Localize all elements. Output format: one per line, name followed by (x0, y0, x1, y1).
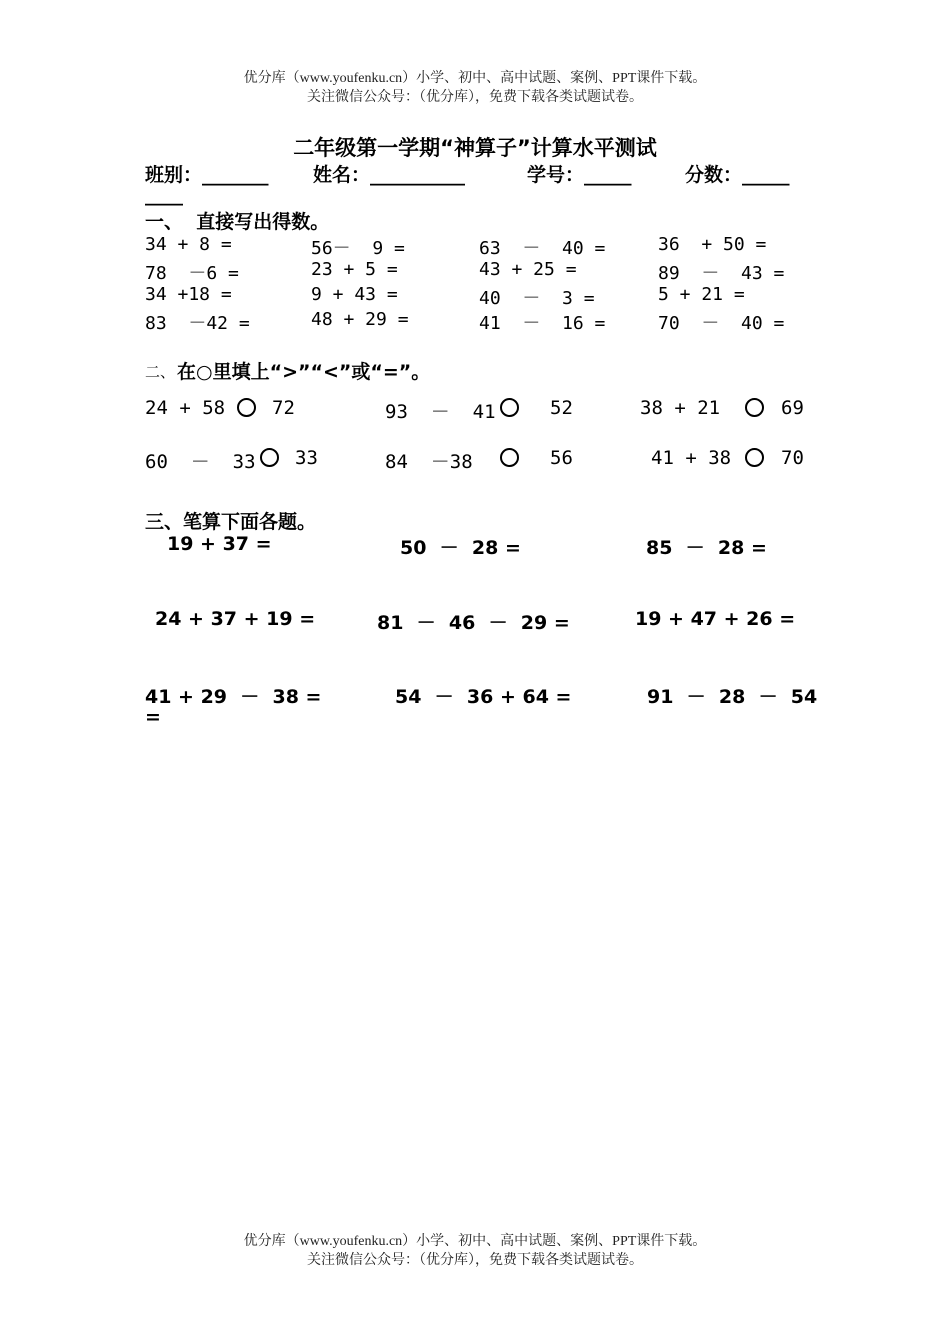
s1-problem: 34 +18 = (145, 284, 232, 305)
s3-problem: 91 － 28 － 54 (647, 686, 818, 708)
section-2-number: 二、 (145, 363, 176, 381)
s2-left-expression: 84 －38 (385, 451, 473, 473)
s3-problem: 81 － 46 － 29 = (377, 612, 570, 634)
s1-problem: 70 － 40 = (658, 313, 785, 334)
score-field[interactable]: 分数：_____ (685, 164, 790, 186)
s1-problem: 36 + 50 = (658, 234, 767, 255)
s2-right-value: 72 (272, 397, 295, 419)
page-title: 二年级第一学期“神算子”计算水平测试 (293, 136, 657, 160)
s1-problem: 41 － 16 = (479, 313, 606, 334)
s2-right-value: 70 (781, 447, 804, 469)
footer-line-1: 优分库（www.youfenku.cn）小学、初中、高中试题、案例、PPT课件下载。 (243, 1234, 707, 1249)
compare-circle[interactable] (500, 398, 519, 417)
section-2-heading: 在○里填上“>”“<”或“=”。 (177, 361, 431, 383)
header-line-1: 优分库（www.youfenku.cn）小学、初中、高中试题、案例、PPT课件下载。 (243, 71, 707, 86)
s2-left-expression: 60 － 33 (145, 451, 256, 473)
s1-problem: 9 + 43 = (311, 284, 398, 305)
s1-problem: 56－ 9 = (311, 238, 405, 259)
s1-problem: 43 + 25 = (479, 259, 577, 280)
s1-problem: 5 + 21 = (658, 284, 745, 305)
compare-circle[interactable] (500, 448, 519, 467)
s3-problem: 24 + 37 + 19 = (155, 608, 316, 630)
compare-circle[interactable] (260, 448, 279, 467)
section-1-heading: 一、 直接写出得数。 (145, 211, 330, 233)
s3-problem: 19 + 47 + 26 = (635, 608, 796, 630)
s2-right-value: 69 (781, 397, 804, 419)
compare-circle[interactable] (745, 398, 764, 417)
student-number-field[interactable]: 学号：_____ (527, 164, 632, 186)
s2-left-expression: 41 + 38 (651, 447, 732, 469)
s3-problem: 19 + 37 = (167, 533, 272, 555)
s2-left-expression: 93 － 41 (385, 401, 496, 423)
s1-problem: 48 + 29 = (311, 309, 409, 330)
s3-problem: 54 － 36 + 64 = (395, 686, 572, 708)
section-3-heading: 三、笔算下面各题。 (145, 511, 317, 533)
s2-left-expression: 38 + 21 (640, 397, 721, 419)
s2-right-value: 33 (295, 447, 318, 469)
class-field[interactable]: 班别：_______ (145, 164, 269, 186)
header-line-2: 关注微信公众号：（优分库），免费下载各类试题试卷。 (307, 90, 643, 105)
compare-circle[interactable] (237, 398, 256, 417)
s1-problem: 63 － 40 = (479, 238, 606, 259)
s1-problem: 23 + 5 = (311, 259, 398, 280)
s1-problem: 40 － 3 = (479, 288, 595, 309)
compare-circle[interactable] (745, 448, 764, 467)
s3-problem: 41 + 29 － 38 = (145, 686, 322, 708)
name-field[interactable]: 姓名：__________ (313, 164, 466, 186)
s1-problem: 83 －42 = (145, 313, 250, 334)
score-field-wrap: ____ (145, 184, 183, 206)
s1-problem: 78 －6 = (145, 263, 239, 284)
s2-right-value: 56 (550, 447, 573, 469)
s1-problem: 34 + 8 = (145, 234, 232, 255)
s3-problem: 85 － 28 = (646, 537, 767, 559)
footer-line-2: 关注微信公众号：（优分库），免费下载各类试题试卷。 (307, 1253, 643, 1268)
s3-problem-wrap: = (145, 706, 161, 728)
s2-left-expression: 24 + 58 (145, 397, 226, 419)
s1-problem: 89 － 43 = (658, 263, 785, 284)
s3-problem: 50 － 28 = (400, 537, 521, 559)
s2-right-value: 52 (550, 397, 573, 419)
